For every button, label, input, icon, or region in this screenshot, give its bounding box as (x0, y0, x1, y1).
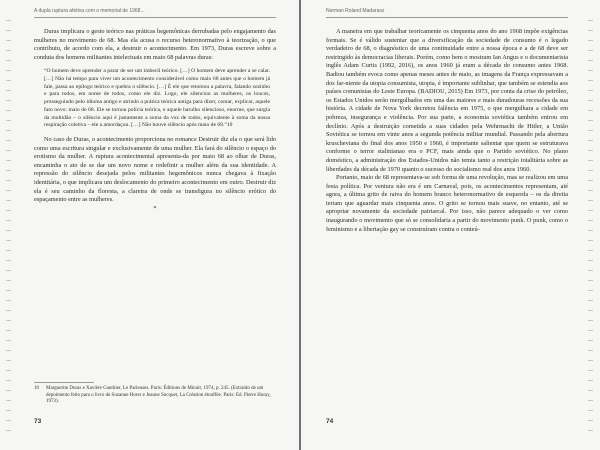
page-number: 73 (34, 418, 42, 425)
paragraph: Duras implicara o gesto teórico nas práticas hegemônicas derrubadas pelo engajamento das mulheres no movimento de 68. Mas ela acusa o recurso heteronormativo à teorização, o que contribuiu, de acordo com ela, a destruir o acontecimento. Em 1973, Duras escreve sobre a conduta dos homens militantes intelectuais em maio 68 palavras duras: (34, 28, 276, 61)
right-page (301, 0, 600, 450)
body-text (34, 28, 276, 213)
margin-ruling (588, 20, 594, 440)
page-number: 74 (326, 418, 334, 425)
footnote-number: 10 (34, 386, 39, 391)
footnote-text: Marguerite Duras e Xavière Gauthier, Le Parleuses. Paris: Éditions de Minuit, 1974, p. 245. (Extraído de um depoimento feito para o livro de Suzanne Horer e Jeanne Socquet, La Création étouffée. Paris: Ed. Pierre Horay, 1973). (46, 386, 271, 405)
footnote (34, 386, 276, 406)
paragraph: Portanto, maio de 68 representava-se sob forma de uma revolução, mas se realizou em uma festa política. Por ventura não era é um Carnaval, pois, os acontecimentos representam, até agora, a última grito de raiva do homem branco heteronormativo de esquerda – os da direita teriam que aguardar mais cinquenta anos. O grito se tornou mais suave, no entanto, até se apropriar novamente da sociedade patriarcal. Por isso, não parece adequado o ver como inaugurando o movimento que só se consolidaria a partir do movimento punk. O punk, como o feminismo e a libertação gay se construíram contra o conteú- (326, 174, 568, 233)
paragraph: No caso de Duras, o acontecimento proporciona no romance Destruir diz ela o que será lido como uma escritura singular e exclusivamente de uma mulher. Ela fará do silêncio o espaço do erotismo da mulher. A ruptura acontecimental apresenta-da por maio 68 ao olhar de Duras, encaminha o ato de se dar um novo nome e redefinir a mulher além da sua identidade. A repressão do silêncio desejada pelos militantes hegemônicos nunca chegava à fixação identitária, o que implicara um deslocamento do primeiro acontecimento em outro. Destruir diz ela é seu caminho da floresta, a clareira de onde se transfigura no silêncio erótico do espaçamento entre as mulheres. (34, 136, 276, 204)
body-text (326, 28, 568, 234)
running-head: Norman Roland Madarasz (326, 8, 385, 14)
margin-ruling (6, 20, 12, 440)
left-page (0, 0, 299, 450)
section-separator: * (153, 204, 157, 212)
header-rule (34, 17, 276, 18)
header-rule (326, 17, 568, 18)
block-quote: “O homem deve aprender a parar de ser um imbecil teórico. […] O homem deve aprender a se calar. […] Não há tempo para viver um acontecimento considerável como maio 68 antes que o homem já fale, passa ao epílogo teórico e quebra o silêncio. […] É ele que retomou a palavra, falando sozinho e para todos, em nome de todos, como ele diz. Logo, ele silenciou as mulheres, os loucos, prosseguindo pelo idioma antigo e atrindo a prática teórica antiga para dizer, contar, explicar, aquele fato novo: maio de 68. Ele se tornou polícia teórica, e aquele barulho silencioso, enorme, que surgia da multidão – o silêncio aqui é justamente a soma da voz de todos, equivalente à soma da nossa respiração coletiva – ele a amordaçou. […] Não houve silêncio após maio de 68.”10 (44, 68, 270, 129)
footnote-rule (34, 382, 94, 383)
paragraph: A maneira em que trabalhar teoricamente os cinquenta anos do ano 1968 impõe exigências formais. Se é válido sustentar que a diversificação da sociedade de consumo é o legado verdadeiro de 68, o diagnóstico de uma continuidade entre a nossa época e a de 68 deve ser restringido às democracias liberais. Porém, como bem o mostram Ian Angus e o documentarista inglês Adam Curtis (1992, 2016), os anos 1960 já eram a década do consumo antes 1968. Badiou também evoca como apenas meses antes de maio, as imagens da França expressavam a dos far-niente da utopia consumista, utopia, é importante sublinhar, que também se estendia aos países comunistas do Leste Europa. (BADIOU, 2015) Em 1973, por conta da crise do petróleo, os Estados Unidos serão mergulhados em uma das maiores e mais duradouras recessões da sua história. A cidade de Nova York decretou falência em 1975, o que mergulhara a cidade em pobreza, insegurança e violência. Por sua parte, a economia soviética também entrou em declínio. Após a destruição cometida a suas cidades pela Wehrmacht de Hitler, a União Soviética se tornou em vinte anos a segunda potência militar mundial. Passando pela abertura kruscheviana do final dos anos 1950 e 1960, é importante salientar que quem se estruturava conforme o terror stalinianao era o PCF, mais ainda que o Partido soviético. No plano doméstico, a administração dos Estados-Unidos não temia tanto a restrição totalitária sobre as liberdades da década de 1970 quanto o sucesso do socialismo real dos anos 1960. (326, 28, 568, 173)
running-head: A dupla ruptura afetiva com o memorial de 1968... (34, 8, 145, 14)
